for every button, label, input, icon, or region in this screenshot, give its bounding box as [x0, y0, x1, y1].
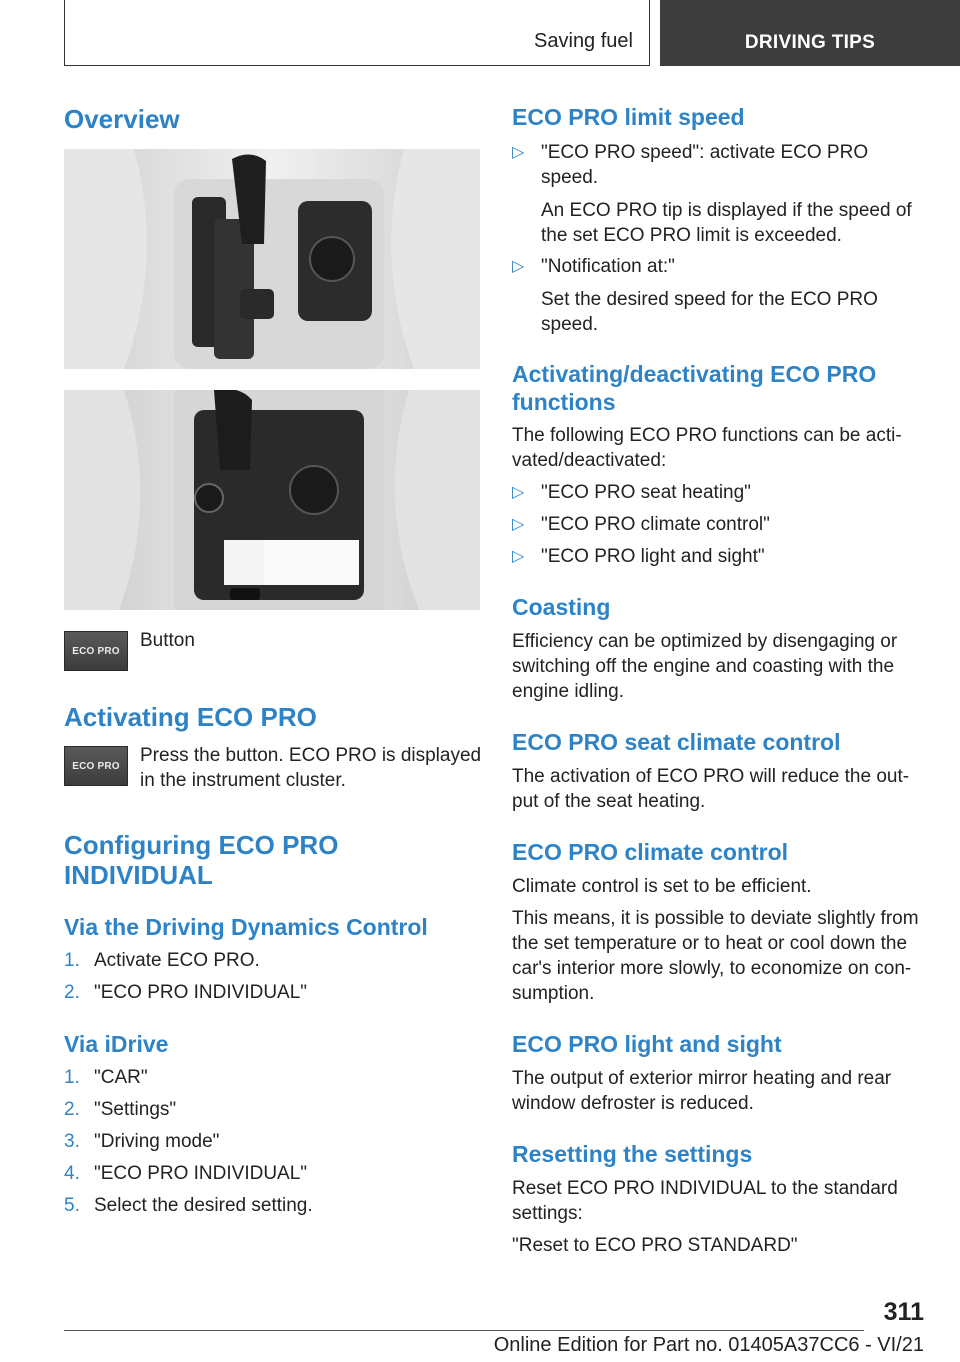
limit-speed-list-2: [512, 254, 924, 337]
activating-functions-text: The following ECO PRO functions can be acti‐ vated/deactivated:: [512, 425, 902, 471]
overview-heading: Overview: [64, 104, 180, 134]
header-chapter-tab: [660, 0, 960, 66]
step-text: "CAR": [94, 1067, 148, 1088]
coasting-heading: Coasting: [512, 594, 611, 620]
step-text: "Driving mode": [94, 1131, 220, 1152]
list-item: [512, 140, 924, 248]
list-item: [64, 948, 480, 973]
step-text: Activate ECO PRO.: [94, 950, 260, 971]
list-item: [512, 480, 924, 505]
footer-edition: Online Edition for Part no. 01405A37CC6 - VI/21: [493, 1334, 924, 1356]
list-item: [512, 254, 924, 337]
list-item: [64, 1097, 480, 1122]
list-item: [64, 1129, 480, 1154]
functions-list: [512, 480, 924, 569]
triangle-right-icon: ▷: [512, 144, 525, 161]
list-item: [512, 544, 924, 569]
function-text: "ECO PRO climate control": [541, 514, 770, 535]
climate-control-heading: ECO PRO climate control: [512, 839, 789, 865]
limit-speed-heading: ECO PRO limit speed: [512, 104, 745, 130]
coasting-text: Efficiency can be optimized by disengaging or switching off the engine and coasting with the engine idling.: [512, 631, 898, 702]
configuring-heading-line2: INDIVIDUAL: [64, 860, 213, 890]
step-number: 3.: [64, 1131, 80, 1152]
limit-speed-list: [512, 140, 924, 248]
function-text: "ECO PRO light and sight": [541, 546, 765, 567]
eco-pro-button-image-text: ECO PRO: [72, 645, 120, 657]
limit-item2-body: Set the desired speed for the ECO PRO speed.: [541, 289, 878, 335]
page-number: 311: [883, 1298, 924, 1326]
seat-climate-text: The activation of ECO PRO will reduce the out‐ put of the seat heating.: [512, 766, 910, 812]
limit-item1-body: An ECO PRO tip is displayed if the speed of the set ECO PRO limit is exceeded.: [541, 200, 912, 246]
console-photo-1: [64, 149, 480, 369]
header-frame: [64, 0, 650, 66]
reset-text1: Reset ECO PRO INDIVIDUAL to the standard settings:: [512, 1178, 898, 1224]
via-ddc-heading: Via the Driving Dynamics Control: [64, 914, 428, 940]
header-section-title: Saving fuel: [534, 30, 633, 52]
seat-climate-heading: ECO PRO seat climate control: [512, 729, 841, 755]
activating-text: Press the button. ECO PRO is displayed in the instrument cluster.: [140, 745, 482, 791]
button-label: Button: [140, 630, 195, 651]
list-item: [64, 1065, 480, 1090]
activating-functions-heading-line1: Activating/deactivating ECO PRO: [512, 361, 877, 387]
header-chapter-title: DRIVING TIPS: [744, 32, 876, 53]
list-item: [64, 1193, 480, 1218]
step-number: 2.: [64, 1099, 80, 1120]
list-item: [64, 980, 480, 1005]
via-idrive-steps: [64, 1065, 480, 1225]
triangle-right-icon: ▷: [512, 484, 525, 501]
step-number: 4.: [64, 1163, 80, 1184]
eco-pro-button-image: [64, 631, 128, 671]
triangle-right-icon: ▷: [512, 548, 525, 565]
eco-pro-button-image-text-2: ECO PRO: [72, 760, 120, 772]
triangle-right-icon: ▷: [512, 258, 525, 275]
light-sight-text: The output of exterior mirror heating and rear window defroster is reduced.: [512, 1068, 892, 1114]
function-text: "ECO PRO seat heating": [541, 482, 751, 503]
step-number: 1.: [64, 950, 80, 971]
list-item: [64, 1161, 480, 1186]
step-text: "ECO PRO INDIVIDUAL": [94, 982, 308, 1003]
via-idrive-heading: Via iDrive: [64, 1031, 169, 1057]
limit-item2-title: "Notification at:": [541, 256, 675, 277]
light-sight-heading: ECO PRO light and sight: [512, 1031, 782, 1057]
step-number: 1.: [64, 1067, 80, 1088]
climate-control-text2: This means, it is possible to deviate slightly from the set temperature or to heat or cool down the car's interior more slowly, to economize on con‐ sumption.: [512, 908, 919, 1004]
console-photo-2: [64, 390, 480, 610]
step-text: "ECO PRO INDIVIDUAL": [94, 1163, 308, 1184]
step-text: Select the desired setting.: [94, 1195, 313, 1216]
reset-heading: Resetting the settings: [512, 1141, 753, 1167]
step-number: 2.: [64, 982, 80, 1003]
triangle-right-icon: ▷: [512, 516, 525, 533]
reset-text2: "Reset to ECO PRO STANDARD": [512, 1235, 798, 1256]
eco-pro-button-image-2: [64, 746, 128, 786]
step-text: "Settings": [94, 1099, 177, 1120]
activating-functions-heading-line2: functions: [512, 389, 616, 415]
activating-heading: Activating ECO PRO: [64, 702, 317, 732]
footer-divider: [64, 1330, 864, 1331]
limit-item1-title: "ECO PRO speed": activate ECO PRO speed.: [541, 142, 869, 188]
via-ddc-steps: [64, 948, 480, 1012]
list-item: [512, 512, 924, 537]
configuring-heading-line1: Configuring ECO PRO: [64, 830, 339, 860]
step-number: 5.: [64, 1195, 80, 1216]
climate-control-text1: Climate control is set to be efficient.: [512, 876, 812, 897]
